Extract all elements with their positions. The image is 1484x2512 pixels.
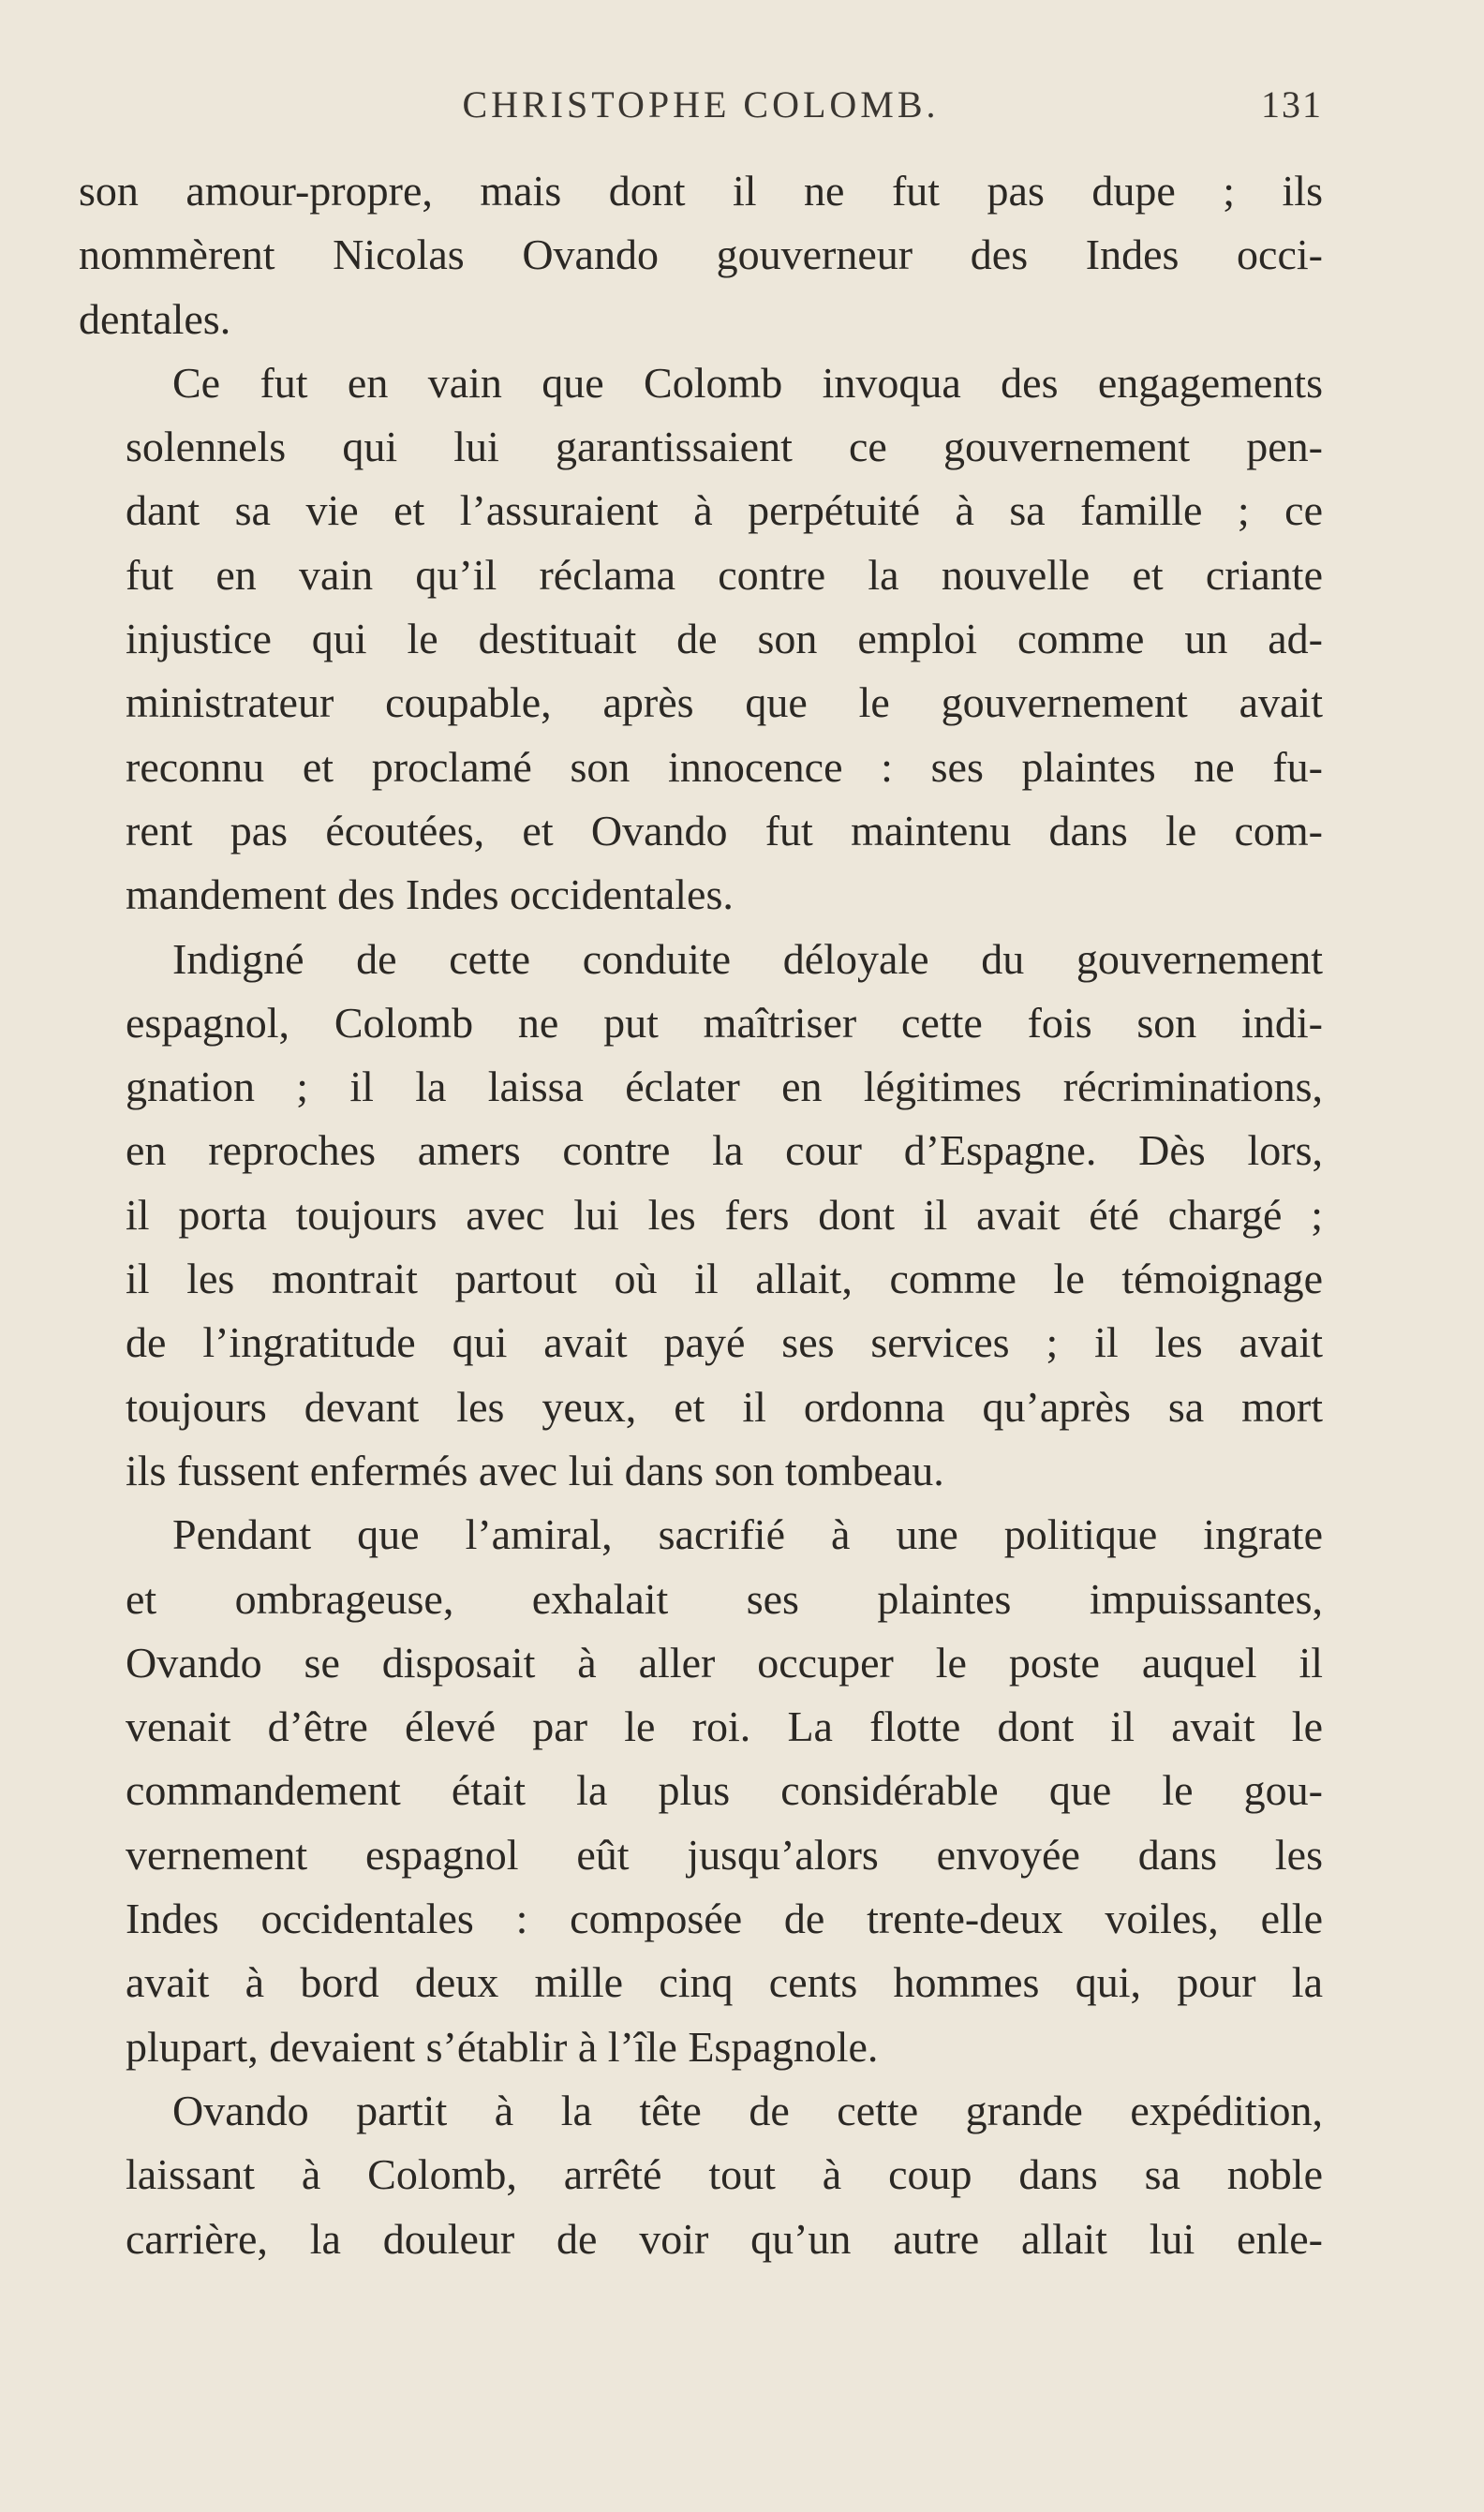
- text-line: Ovando partit à la tête de cette grande expédition,: [172, 2086, 1323, 2134]
- text-line: fut en vain qu’il réclama contre la nouvelle et criante: [126, 550, 1323, 599]
- body-text: [79, 159, 1323, 2271]
- paragraph: [79, 928, 1323, 1504]
- text-line: son amour-propre, mais dont il ne fut pas dupe ; ils: [79, 167, 1323, 215]
- text-line: ils fussent enfermés avec lui dans son tombeau.: [126, 1446, 944, 1494]
- paragraph: [79, 351, 1323, 928]
- text-line: dentales.: [79, 294, 231, 343]
- text-line: gnation ; il la laissa éclater en légitimes récriminations,: [126, 1063, 1323, 1111]
- text-line: laissant à Colomb, arrêté tout à coup dans sa noble: [126, 2150, 1323, 2199]
- text-line: venait d’être élevé par le roi. La flotte dont il avait le: [126, 1702, 1323, 1751]
- text-line: Indigné de cette conduite déloyale du gouvernement: [172, 934, 1323, 983]
- text-line: Ovando se disposait à aller occuper le poste auquel il: [126, 1638, 1323, 1687]
- running-header: [79, 82, 1323, 139]
- running-title: CHRISTOPHE COLOMB.: [462, 83, 940, 126]
- paragraph: [79, 2079, 1323, 2271]
- text-line: de l’ingratitude qui avait payé ses services ; il les avait: [126, 1318, 1323, 1367]
- text-line: espagnol, Colomb ne put maîtriser cette fois son indi-: [126, 998, 1323, 1047]
- text-line: en reproches amers contre la cour d’Espagne. Dès lors,: [126, 1126, 1323, 1175]
- page-number: 131: [1261, 83, 1323, 126]
- text-line: carrière, la douleur de voir qu’un autre allait lui enle-: [126, 2214, 1323, 2263]
- text-line: Indes occidentales : composée de trente-deux voiles, elle: [126, 1895, 1323, 1943]
- text-line: ministrateur coupable, après que le gouvernement avait: [126, 678, 1323, 727]
- text-line: plupart, devaient s’établir à l’île Espagnole.: [126, 2022, 879, 2071]
- text-line: rent pas écoutées, et Ovando fut maintenu dans le com-: [126, 806, 1323, 855]
- text-line: il les montrait partout où il allait, comme le témoignage: [126, 1255, 1323, 1303]
- text-line: et ombrageuse, exhalait ses plaintes impuissantes,: [126, 1574, 1323, 1623]
- text-line: Ce fut en vain que Colomb invoqua des engagements: [172, 358, 1323, 407]
- text-line: mandement des Indes occidentales.: [126, 870, 734, 919]
- paragraph: [79, 1503, 1323, 2079]
- text-line: solennels qui lui garantissaient ce gouvernement pen-: [126, 423, 1323, 471]
- text-line: commandement était la plus considérable que le gou-: [126, 1766, 1323, 1815]
- text-line: vernement espagnol eût jusqu’alors envoyée dans les: [126, 1830, 1323, 1879]
- text-line: reconnu et proclamé son innocence : ses plaintes ne fu-: [126, 742, 1323, 791]
- text-line: Pendant que l’amiral, sacrifié à une politique ingrate: [172, 1510, 1323, 1559]
- text-line: injustice qui le destituait de son emploi comme un ad-: [126, 615, 1323, 663]
- text-line: dant sa vie et l’assuraient à perpétuité à sa famille ; ce: [126, 486, 1323, 535]
- text-line: il porta toujours avec lui les fers dont il avait été chargé ;: [126, 1190, 1323, 1239]
- text-line: nommèrent Nicolas Ovando gouverneur des Indes occi-: [79, 230, 1323, 279]
- text-line: avait à bord deux mille cinq cents hommes qui, pour la: [126, 1958, 1323, 2007]
- paragraph: [79, 159, 1323, 351]
- text-line: toujours devant les yeux, et il ordonna qu’après sa mort: [126, 1382, 1323, 1431]
